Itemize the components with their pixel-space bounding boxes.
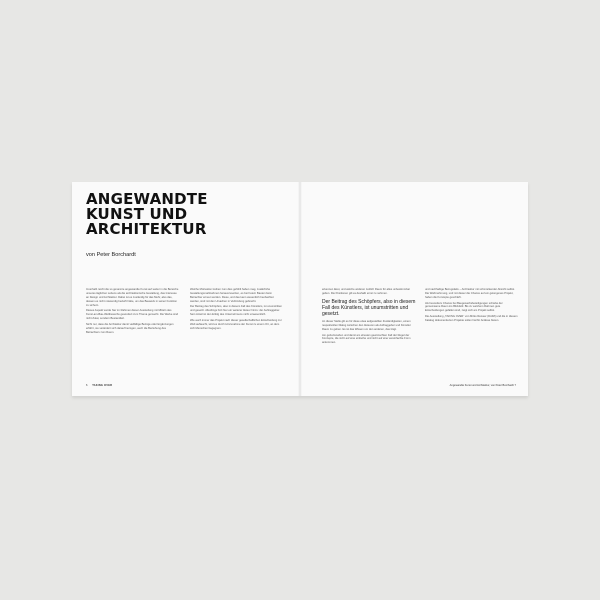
title-line: ANGEWANDTE — [86, 190, 208, 208]
body-column-2 — [190, 288, 283, 378]
paragraph: Innerhalb reicht die so genannte angewandte Kunst auf weiter in die Bereiche unseres täglichen Lebens als die architektonische Gestaltung, das Interesse an Design und Architektur. Dabei ist es zuständig für das Mehr, also das, dessen es nicht notwendig bedurft hätte, um das Bauwerk in seiner Funktion zu sichern. — [86, 288, 179, 307]
byline: von Peter Borchardt — [86, 252, 136, 258]
paragraph: Dieses Aspekt wurde hier im Rahmen dieser Ausstellung mit Mitteln des Kunst-am-Bau-Wettbewerbs gesondert zum Thema gemacht. Die Werke sind nicht Zutat, sondern Bestandteil. — [86, 309, 179, 321]
pull-quote: Der Beitrag des Schöpfers, also in diesem Fall des Künstlers, ist unumstritten und gesetzt. — [322, 299, 416, 318]
paragraph: erkennen lässt, und welche anderen zeitlich Raum für alles unbestimmbar gelten. Die Positionen gilt es deshalb ernst zu nehmen. — [322, 288, 410, 295]
folio-left — [86, 384, 112, 387]
paragraph: Am geburtsnahen und damit am ehesten gewünschten Fall der Regel der Konzepte, die nicht auf eine einfache und nicht auf eine vereinfachte Form ankommen. — [322, 333, 411, 345]
left-page — [72, 182, 300, 396]
paragraph: Als besonders Chance bei Baugewerbsbeteiligungen schiebe der gemeinsame Raum ins Blickfeld. Bis zu welchem Rahmen gute Entscheidungen gefallen sind, zeigt sich am Projekt selbst. — [425, 301, 503, 313]
paragraph: An dieser Stelle gilt es für diese etwa aufgestellten Zuständigkeiten, einem respektvollen Dialog zwischen den Akteuren als Auftraggeber und Künstler Raum zu geben. Es ist das Wissen um den anderen, das trägt. — [322, 320, 411, 331]
running-head: Angewandte Kunst und Architektur, von Peter Borchardt — [449, 384, 514, 387]
body-column-4 — [425, 288, 518, 378]
paragraph: Welche Motivation treiben zum dies gefühlt haben mag, zusätzliche Gestaltungsmaßnahmen herauszusetzen, es bei Feiern Bauten beim Betrachter erneut werden. Diese, und das kann wesentlich beobachtet werden, sind mit den Ursachen in Verbindung gebracht. — [190, 288, 274, 303]
body-column-3-top — [322, 288, 415, 298]
paragraph: Nicht nur, dass die Architektur damit vielfältige Bezüge oder Ergänzungen erfährt, sie verändert sich darauf bezogen, auch die Beziehung des Betrachters zum Raum. — [86, 322, 174, 334]
running-head: TAKING OVER — [92, 384, 113, 387]
paragraph: und nachhaltige Bezugstiefe – Architektur mit schmückender Absicht selbst. Die Wahrnehmung, und mit dieser die Chance auf ein gelungenes Projekt, haben die Konzepte geschärft. — [425, 288, 515, 299]
article-title — [86, 192, 291, 237]
paragraph: Wie auch immer das Projekt nach dieser gesellschaftlichen Entscheidung zur Welt auftaucht, wird es durch Hinzunahme der Kunst zu einem Ort, an dem sich Menschen begegnen. — [190, 318, 282, 330]
body-column-3 — [322, 320, 415, 378]
magazine-spread — [72, 182, 528, 396]
right-page — [300, 182, 528, 396]
page-number: 6 — [86, 384, 88, 387]
paragraph: Die Ausstellung „TAKING OVER“ von Mirko Reisser (DAIM) und die in diesem Katalog dokumentierten Projekte sollen hierfür Anlässe bieten. — [425, 315, 518, 322]
title-line: ARCHITEKTUR — [86, 220, 207, 238]
page-number: 7 — [514, 384, 516, 387]
folio-right — [450, 384, 516, 387]
title-line: KUNST UND — [86, 205, 188, 223]
body-column-1 — [86, 288, 179, 378]
paragraph: Der Beitrag des Schöpfers, also in diesem Fall des Künstlers, ist unumstritten und gesetzt. Allerdings hört hier ein weiterer Akteur hinzu: der Auftraggeber. Sein Anteil ist den Erfolg des Unternehmens nicht unwesentlich. — [190, 305, 283, 317]
